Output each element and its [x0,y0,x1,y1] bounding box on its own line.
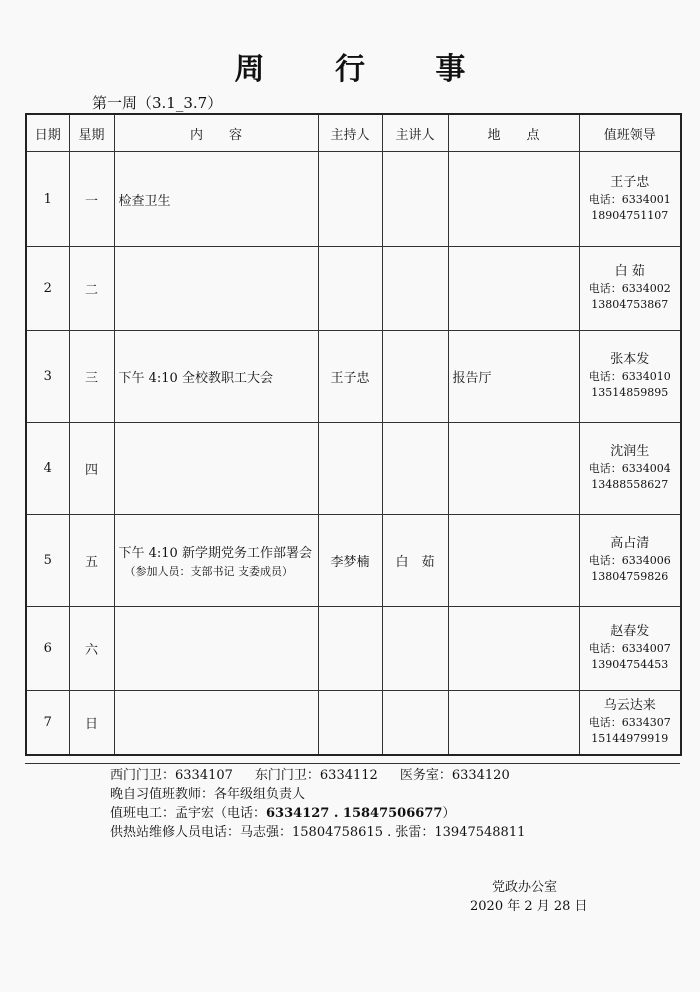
leader-name: 张本发 [610,352,650,367]
row-location [448,515,579,607]
row-weekday: 五 [69,515,114,607]
leader-mobile: 13488558627 [591,478,669,491]
row-date: 7 [26,691,69,755]
row-leader [579,515,681,607]
leader-phone: 电话：6334010 [588,370,671,383]
row-weekday: 日 [69,691,114,755]
row-speaker [382,152,448,247]
week-label: 第一周（3.1_3.7） [92,94,223,112]
header-content: 内 容 [114,114,318,152]
row-speaker [382,423,448,515]
electrician-phone: 6334127 . 15847506677 [266,806,443,821]
row-content [114,152,318,247]
row-leader [579,331,681,423]
row-weekday: 四 [69,423,114,515]
header-weekday: 星期 [69,114,114,152]
row-content [114,423,318,515]
leader-name: 赵春发 [610,624,650,639]
row-location [448,247,579,331]
leader-mobile: 13804759826 [591,570,669,583]
leader-mobile: 13904754453 [591,658,669,671]
header-host: 主持人 [318,114,382,152]
leader-phone: 电话：6334004 [588,462,671,475]
table-header-row [26,114,681,152]
row-host [318,607,382,691]
evening-study-duty: 晚自习值班教师：各年级组负责人 [110,787,306,802]
leader-phone: 电话：6334007 [588,642,671,655]
row-weekday: 六 [69,607,114,691]
leader-phone: 电话：6334001 [588,192,671,206]
leader-phone: 电话：6334002 [588,282,671,295]
leader-name: 白 茹 [614,264,645,279]
row-leader [579,691,681,755]
page-title: 周 行 事 [234,52,496,87]
leader-mobile: 15144979919 [591,731,669,745]
west-gate-phone: 西门门卫：6334107 [110,768,233,783]
signature-block [470,878,588,916]
header-location: 地 点 [448,114,579,152]
leader-mobile: 13804753867 [591,298,669,311]
content-text: 下午 4:10 新学期党务工作部署会 [118,546,312,561]
row-date: 2 [26,247,69,331]
row-host [318,152,382,247]
content-text: 下午 4:10 全校教职工大会 [118,371,273,386]
row-speaker: 白 茹 [382,515,448,607]
leader-name: 乌云达来 [603,697,656,713]
row-leader [579,423,681,515]
row-location [448,423,579,515]
row-host: 李梦楠 [318,515,382,607]
row-speaker [382,691,448,755]
row-date: 3 [26,331,69,423]
header-speaker: 主讲人 [382,114,448,152]
row-date: 6 [26,607,69,691]
east-gate-phone: 东门门卫：6334112 [254,768,378,783]
content-participants: （参加人员：支部书记 支委成员） [124,565,293,578]
leader-mobile: 18904751107 [591,208,669,222]
header-leader: 值班领导 [579,114,681,152]
contact-footer [110,766,525,842]
row-content [114,515,318,607]
leader-phone: 电话：6334006 [588,554,671,567]
row-location [448,607,579,691]
leader-mobile: 13514859895 [591,386,669,399]
row-date: 1 [26,152,69,247]
row-leader [579,607,681,691]
row-content [114,691,318,755]
table-row [26,691,681,755]
row-location [448,152,579,247]
leader-name: 沈润生 [610,444,650,459]
footer-divider [25,763,680,764]
leader-name: 高占清 [610,536,650,551]
table-row [26,607,681,691]
table-row [26,423,681,515]
table-row [26,331,681,423]
table-row [26,515,681,607]
row-date: 4 [26,423,69,515]
row-location [448,691,579,755]
row-host [318,691,382,755]
clinic-phone: 医务室：6334120 [399,768,510,783]
row-weekday: 二 [69,247,114,331]
row-speaker [382,331,448,423]
leader-name: 王子忠 [610,174,650,190]
electrician-label: 值班电工：孟宇宏（电话： [110,806,267,821]
row-content [114,247,318,331]
schedule-table [25,113,682,756]
table-row [26,247,681,331]
row-speaker [382,247,448,331]
row-content [114,607,318,691]
electrician-row [110,804,525,823]
row-host [318,423,382,515]
row-location: 报告厅 [448,331,579,423]
gate-phones-row [110,766,525,785]
row-date: 5 [26,515,69,607]
row-content [114,331,318,423]
header-date: 日期 [26,114,69,152]
row-speaker [382,607,448,691]
row-leader [579,247,681,331]
row-leader [579,152,681,247]
row-host [318,247,382,331]
signature-date: 2020 年 2 月 28 日 [470,899,588,914]
row-host: 王子忠 [318,331,382,423]
signature-org: 党政办公室 [492,880,558,895]
leader-phone: 电话：6334307 [588,715,671,729]
content-text: 检查卫生 [118,193,171,209]
table-row [26,152,681,247]
heating-repair-row: 供热站维修人员电话：马志强：15804758615 . 张雷：13947548811 [110,825,526,840]
row-weekday: 一 [69,152,114,247]
row-weekday: 三 [69,331,114,423]
electrician-end: ） [442,806,456,821]
